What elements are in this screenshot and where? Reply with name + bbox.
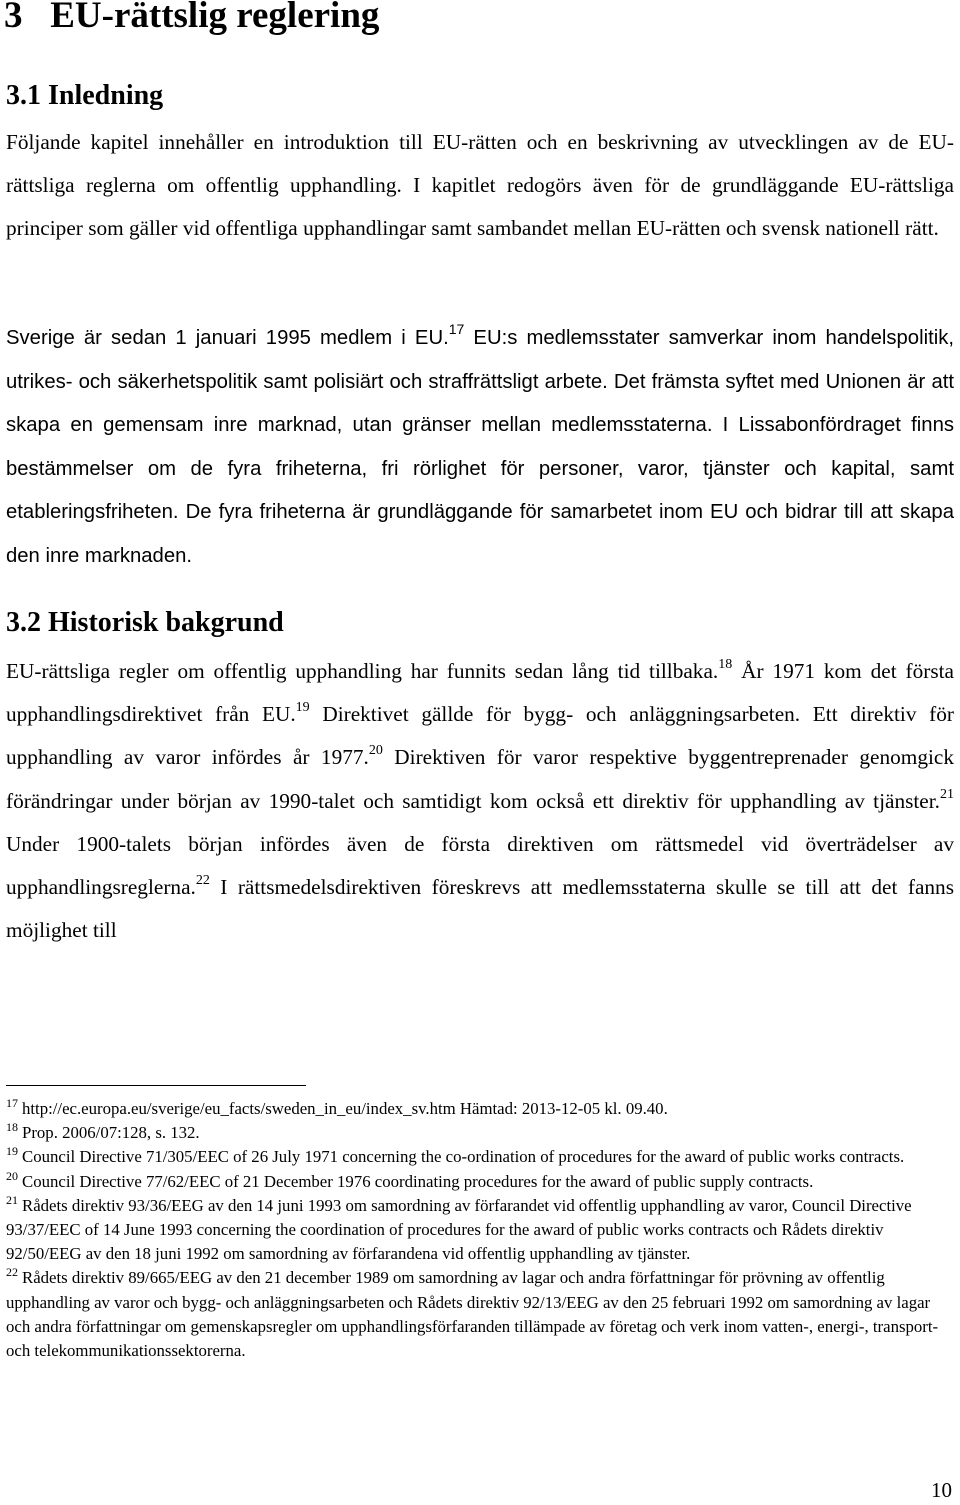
footnote-reference: 17 bbox=[448, 321, 465, 337]
section-title: Inledning bbox=[48, 80, 164, 111]
footnote-text: Council Directive 71/305/EEC of 26 July 1971 concerning the co-ordination of procedures for the award of public works contracts. bbox=[22, 1147, 905, 1167]
footnote-text: Rådets direktiv 89/665/EEG av den 21 december 1989 om samordning av lagar och andra författningar för prövning av offentlig upphandling av varor och bygg- och anläggningsarbeten och Rådets direktiv 92/13/EEG av den 25 februari 1992 om samordning av lagar och andra författningar om gemenskapsregler om upphandlingsförfaranden tillämpade av företag och verk inom vatten-, energi-, transport- och telekommunikationssektorerna. bbox=[6, 1268, 939, 1361]
paragraph-text: EU:s medlemsstater samverkar inom handelspolitik, utrikes- och säkerhetspolitik samt polisiärt och straffrättsligt arbete. bbox=[6, 327, 954, 393]
footnote-reference: 18 bbox=[718, 657, 733, 672]
footnote-text: http://ec.europa.eu/sverige/eu_facts/sweden_in_eu/index_sv.htm Hämtad: 2013-12-05 kl. 09.40. bbox=[22, 1099, 668, 1118]
section-number: 3.1 bbox=[6, 80, 41, 111]
chapter-title: EU-rättslig reglering bbox=[50, 0, 380, 36]
paragraph-text: År 1971 kom det första upphandlingsdirektivet från EU. bbox=[6, 659, 954, 727]
footnote-number: 18 bbox=[6, 1120, 18, 1135]
footnote-number: 19 bbox=[6, 1144, 18, 1159]
paragraph-text: I rättsmedelsdirektiven föreskrevs att medlemsstaterna skulle se till att det fanns möjlighet till bbox=[6, 875, 954, 943]
paragraph-text: Under 1900-talets början infördes även de första direktiven om rättsmedel vid överträdelser av upphandlingsreglerna. bbox=[6, 831, 954, 900]
paragraph-text: Direktiven för varor respektive byggentreprenader genomgick förändringar under början av 1990-talet och samtidigt kom också ett direktiv för upphandling av tjänster. bbox=[6, 745, 954, 813]
footnote-text: Rådets direktiv 93/36/EEG av den 14 juni 1993 om samordning av förfarandet vid offentlig upphandling av varor, Council Directive 93/37/EEC of 14 June 1993 concerning the coordination of procedures for the award of public works contracts och Rådets direktiv 92/50/EEG av den 18 juni 1992 om samordning av förfarandena vid offentlig upphandling av tjänster. bbox=[6, 1195, 912, 1264]
paragraph-sweden-membership bbox=[6, 317, 954, 579]
footnote-number: 21 bbox=[6, 1192, 18, 1207]
footnote-21 bbox=[6, 1194, 954, 1267]
footnote-reference: 21 bbox=[940, 786, 954, 802]
page-number: 10 bbox=[931, 1478, 952, 1502]
paragraph-introduction: Följande kapitel innehåller en introduktion till EU-rätten och en beskrivning av utvecklingen av de EU-rättsliga reglerna om offentlig upphandling. I kapitlet redogörs även för de grundläggande EU-rättsliga principer som gäller vid offentliga upphandlingar samt sambandet mellan EU-rätten och svensk nationell rätt. bbox=[6, 130, 954, 241]
paragraph-text: Det främsta syftet med Unionen är att skapa en gemensam inre marknad, utan gränser mellan medlemsstaterna. I Lissabonfördraget finns bestämmelser om de fyra friheterna, fri rörlighet för personer, varor, tjänster och kapital, samt etableringsfriheten. De fyra friheterna är grundläggande för samarbetet inom EU och bidrar till att skapa den inre marknaden. bbox=[6, 370, 954, 567]
paragraph-text: Direktivet gällde för bygg- och anläggningsarbeten. Ett direktiv för upphandling av varor infördes år 1977. bbox=[6, 702, 954, 770]
footnote-19 bbox=[6, 1145, 954, 1169]
section-title: Historisk bakgrund bbox=[48, 607, 284, 638]
paragraph-text: EU-rättsliga regler om offentlig upphandling har funnits sedan lång tid tillbaka. bbox=[6, 659, 719, 683]
footnote-text: Prop. 2006/07:128, s. 132. bbox=[22, 1123, 200, 1143]
chapter-number: 3 bbox=[4, 0, 23, 36]
footnote-number: 17 bbox=[6, 1096, 18, 1110]
footnotes bbox=[6, 1097, 954, 1363]
paragraph-text: Sverige är sedan 1 januari 1995 medlem i EU. bbox=[6, 327, 449, 349]
footnote-22 bbox=[6, 1266, 954, 1363]
footnote-text: Council Directive 77/62/EEC of 21 December 1976 coordinating procedures for the award of public supply contracts. bbox=[22, 1171, 814, 1191]
chapter-heading bbox=[4, 0, 379, 40]
section-heading-historisk-bakgrund bbox=[6, 605, 284, 641]
footnote-17 bbox=[6, 1097, 954, 1121]
paragraph-history bbox=[6, 650, 954, 952]
footnote-number: 20 bbox=[6, 1168, 18, 1183]
footnote-reference: 22 bbox=[195, 873, 210, 889]
footnote-20 bbox=[6, 1170, 954, 1194]
footnote-reference: 20 bbox=[368, 743, 383, 759]
footnote-separator bbox=[6, 1085, 306, 1086]
footnote-number: 22 bbox=[6, 1265, 18, 1280]
section-number: 3.2 bbox=[6, 607, 41, 638]
footnote-reference: 19 bbox=[295, 700, 310, 716]
footnote-18 bbox=[6, 1121, 954, 1145]
section-heading-inledning bbox=[6, 78, 163, 114]
